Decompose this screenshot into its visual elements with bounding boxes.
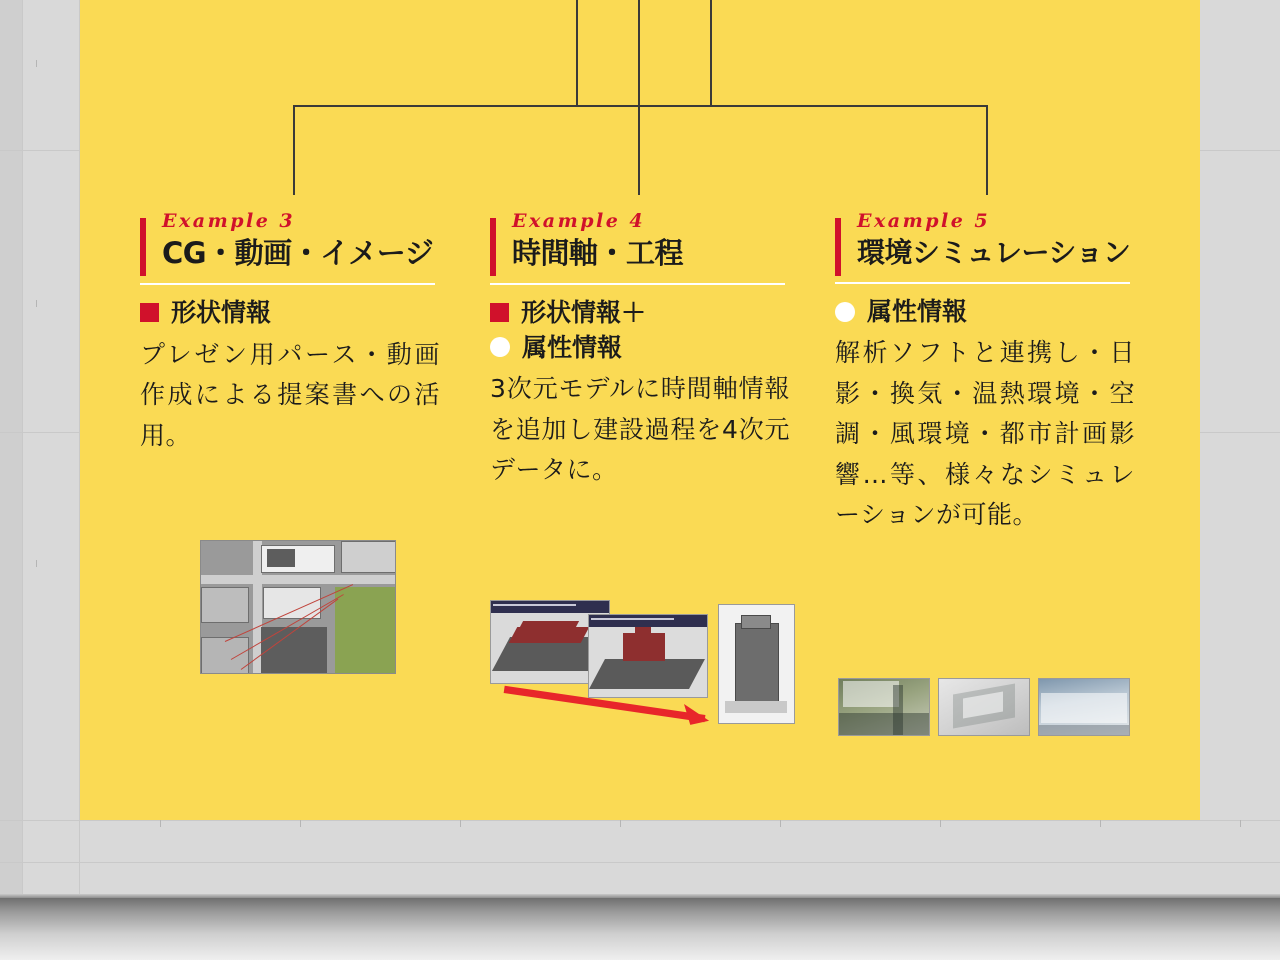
example-column-3 bbox=[140, 210, 445, 456]
tag-line bbox=[835, 298, 1140, 326]
tag-label: 属性情報 bbox=[867, 296, 968, 326]
grid-line-horizontal bbox=[0, 862, 1280, 863]
tag-line bbox=[140, 299, 445, 327]
tag-label: 形状情報 bbox=[171, 298, 272, 328]
column-header bbox=[490, 210, 795, 271]
divider bbox=[490, 283, 785, 285]
connector-line-horizontal bbox=[293, 105, 717, 107]
tag-label: 形状情報＋ bbox=[521, 298, 647, 328]
connector-line-vertical bbox=[293, 105, 295, 195]
ruler-tick bbox=[940, 820, 941, 827]
example-column-4 bbox=[490, 210, 795, 491]
column-body-text: プレゼン用パース・動画作成による提案書への活用。 bbox=[140, 339, 440, 450]
ruler-tick bbox=[1100, 820, 1101, 827]
example-label: Example 3 bbox=[162, 210, 296, 232]
connector-line-vertical bbox=[576, 0, 578, 106]
accent-bar bbox=[490, 218, 496, 276]
column-title: CG・動画・イメージ bbox=[162, 235, 434, 270]
ruler-tick bbox=[36, 300, 37, 307]
ruler-tick bbox=[1240, 820, 1241, 827]
divider bbox=[835, 282, 1130, 284]
connector-line-vertical bbox=[986, 105, 988, 195]
accent-bar bbox=[835, 218, 841, 276]
ruler-tick bbox=[160, 820, 161, 827]
column-title: 環境シミュレーション bbox=[857, 235, 1131, 269]
column-header bbox=[140, 210, 445, 271]
divider bbox=[140, 283, 435, 285]
ruler-tick bbox=[620, 820, 621, 827]
ruler-tick bbox=[780, 820, 781, 827]
example-label: Example 5 bbox=[857, 210, 991, 232]
example-columns bbox=[80, 210, 1200, 810]
column-header bbox=[835, 210, 1140, 270]
ruler-tick bbox=[36, 560, 37, 567]
connector-line-vertical bbox=[638, 0, 640, 195]
column-body-text: 3次元モデルに時間軸情報を追加し建設過程を4次元データに。 bbox=[490, 374, 790, 485]
grid-line-horizontal bbox=[0, 820, 1280, 821]
square-marker-icon bbox=[140, 303, 159, 322]
tag-line bbox=[490, 334, 795, 362]
ruler-tick bbox=[460, 820, 461, 827]
accent-bar bbox=[140, 218, 146, 276]
connector-line-vertical bbox=[710, 0, 712, 106]
circle-marker-icon bbox=[490, 337, 510, 357]
circle-marker-icon bbox=[835, 302, 855, 322]
column-body-text: 解析ソフトと連携し・日影・換気・温熱環境・空調・風環境・都市計画影響…等、様々なシミュレーションが可能。 bbox=[835, 338, 1135, 530]
tag-label: 属性情報 bbox=[522, 332, 623, 362]
tag-line bbox=[490, 299, 795, 327]
example-column-5 bbox=[835, 210, 1140, 536]
ruler-tick bbox=[300, 820, 301, 827]
ruler-band-left bbox=[0, 0, 22, 900]
ruler-tick bbox=[36, 60, 37, 67]
square-marker-icon bbox=[490, 303, 509, 322]
example-label: Example 4 bbox=[512, 210, 646, 232]
grid-line-vertical bbox=[22, 0, 23, 960]
column-title: 時間軸・工程 bbox=[512, 235, 684, 270]
connector-line-horizontal bbox=[710, 105, 988, 107]
footer-band bbox=[0, 898, 1280, 960]
